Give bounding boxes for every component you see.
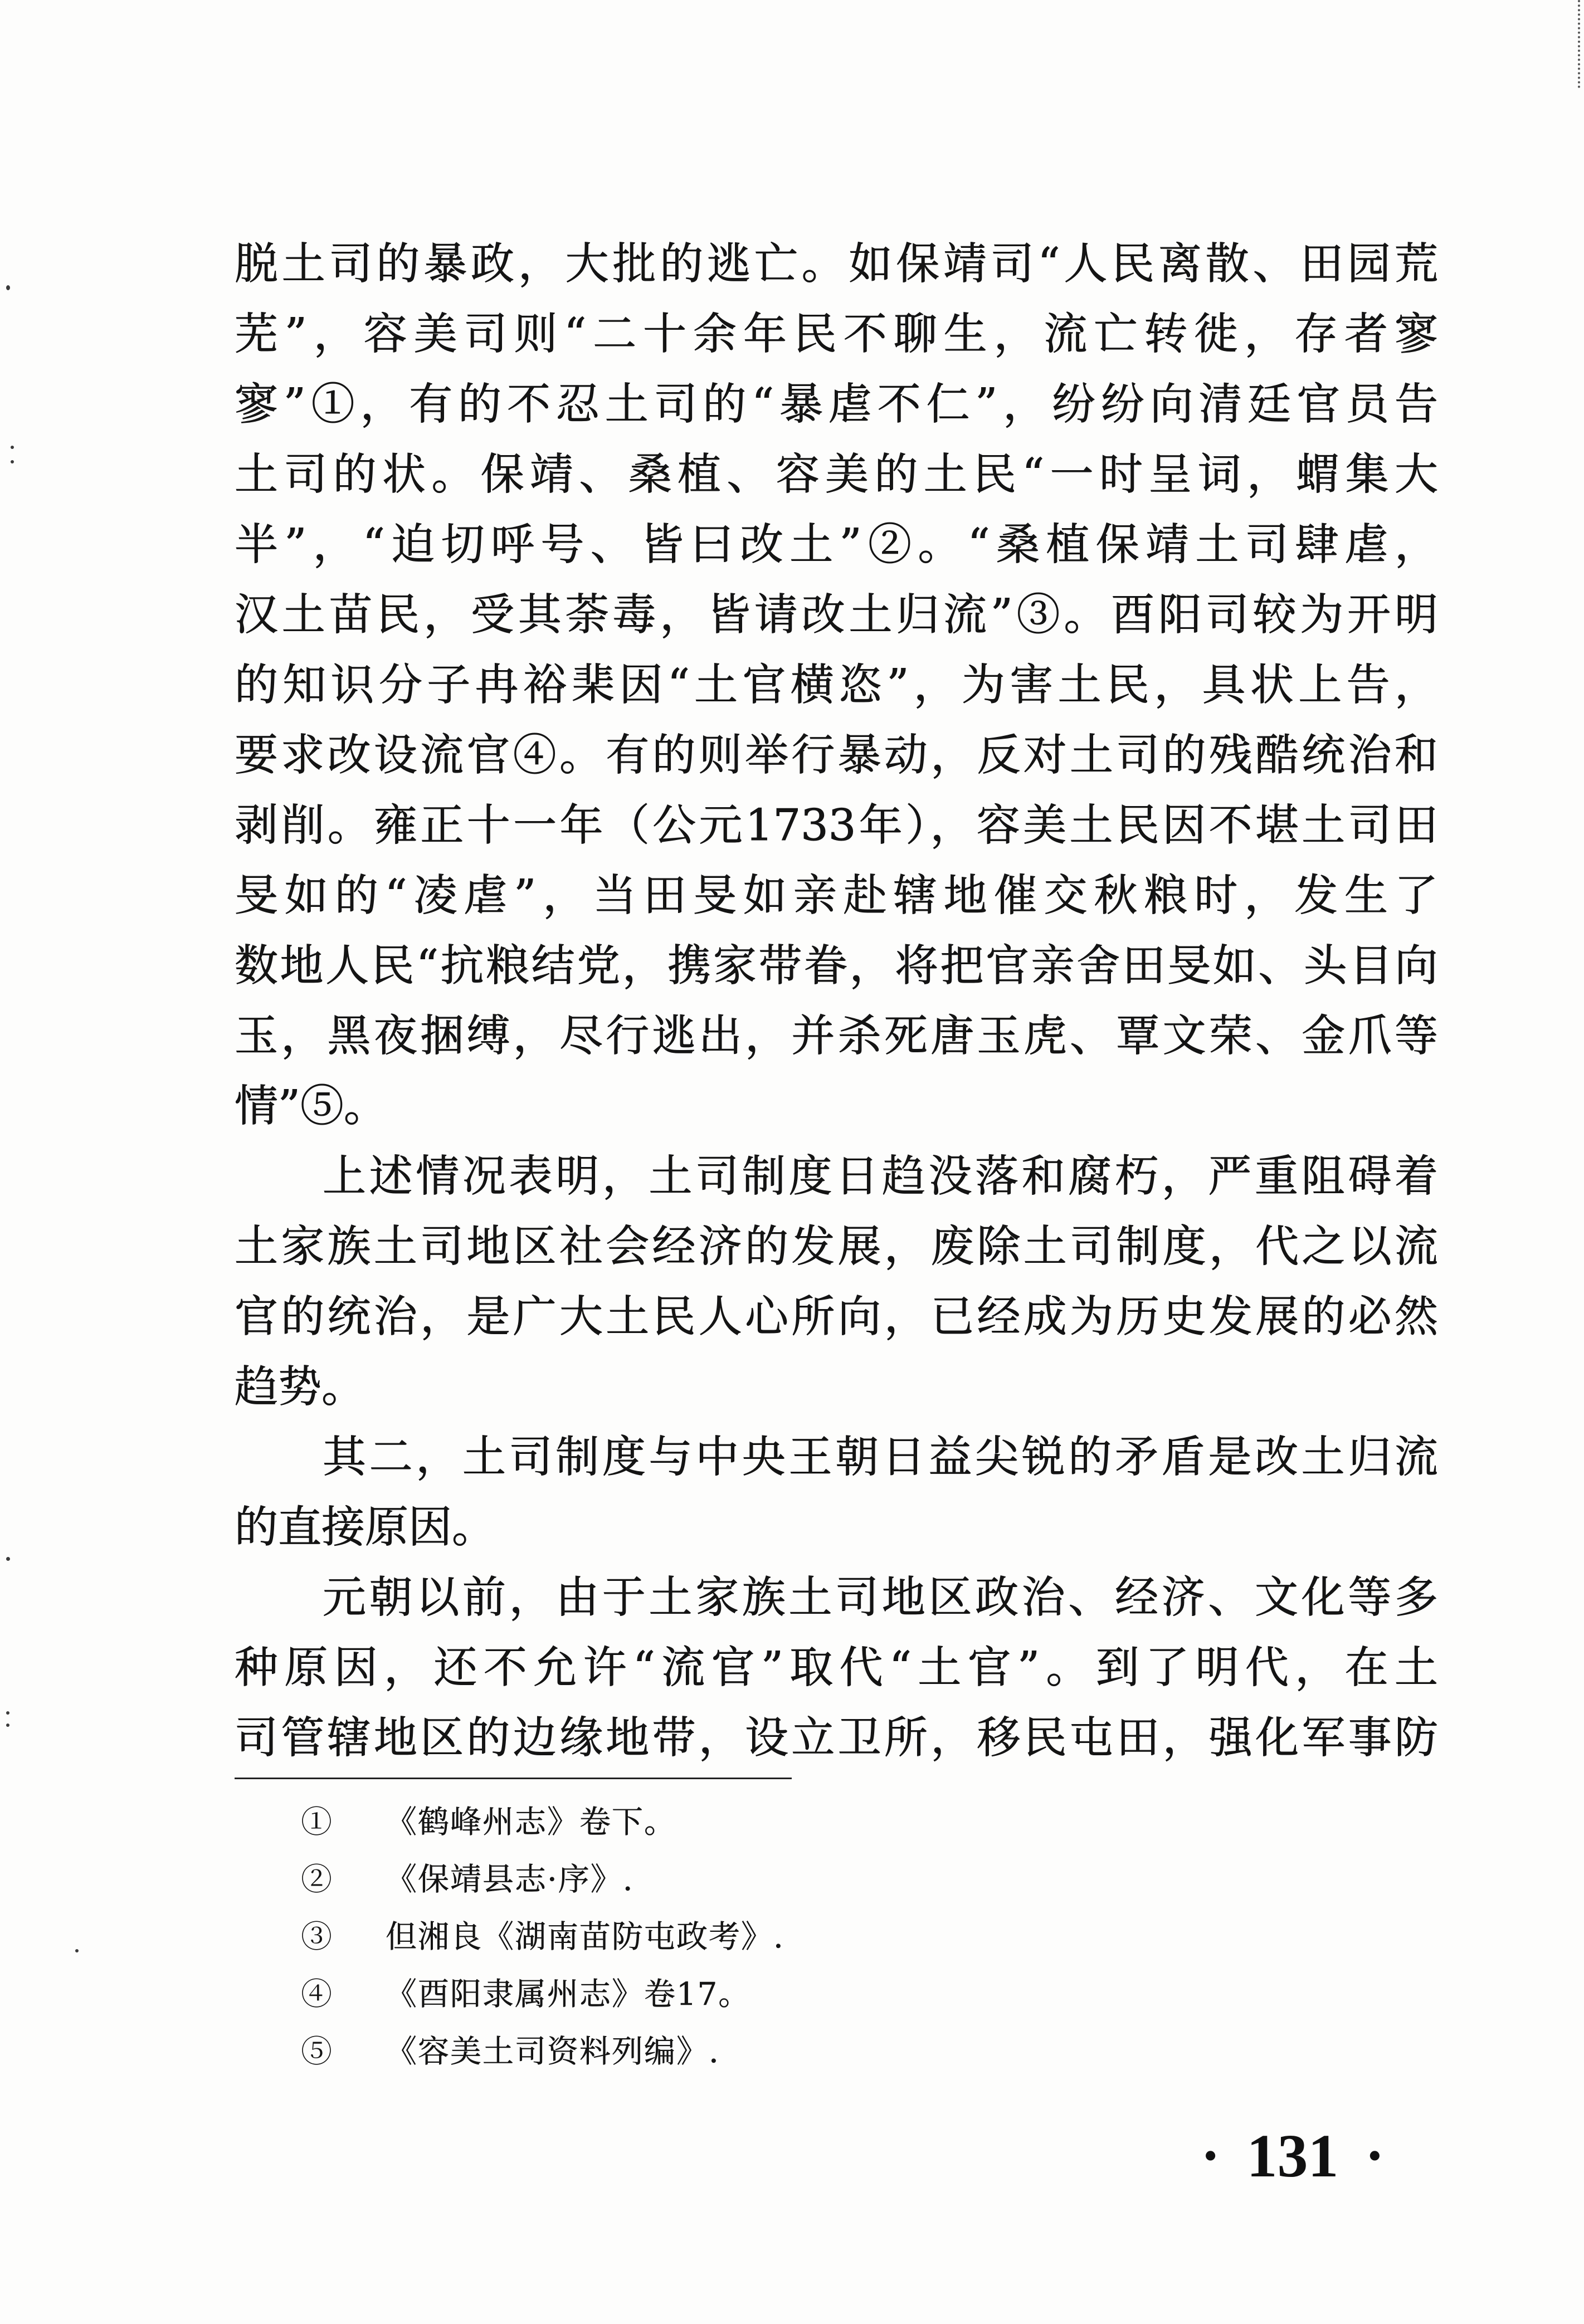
scan-speck: [11, 460, 14, 463]
footnote: [301, 1794, 1248, 1851]
footnote: [301, 1851, 1248, 1908]
scan-speck: [6, 1711, 9, 1715]
body-text-line: 的知识分子冉裕棐因“土官横恣”，为害土民，具状上告，: [235, 660, 1438, 710]
scan-edge-dots: [1578, 0, 1580, 88]
body-text-line: 司管辖地区的边缘地带，设立卫所，移民屯田，强化军事防: [235, 1713, 1438, 1763]
paragraph: [235, 1422, 1438, 1563]
footnote-divider: [235, 1778, 792, 1779]
body-text-line: 汉土苗民，受其荼毒，皆请改土归流”③。酉阳司较为开明: [235, 590, 1438, 640]
body-text-line: 的直接原因。: [235, 1502, 496, 1552]
body-text-line: 上述情况表明，土司制度日趋没落和腐朽，严重阻碍着: [323, 1151, 1438, 1202]
paragraph: [235, 1141, 1438, 1422]
footnote-text: 《酉阳隶属州志》卷17。: [386, 1976, 751, 2013]
page-number-value: 131: [1246, 2122, 1339, 2190]
body-text-line: 趋势。: [235, 1362, 365, 1412]
body-text: [235, 229, 1438, 1773]
footnote-text: 《保靖县志·序》.: [386, 1862, 634, 1898]
page-number: [1203, 2117, 1382, 2195]
footnote: [301, 1908, 1248, 1966]
body-text-line: 土司的状。保靖、桑植、容美的土民“一时呈词，蝟集大: [235, 450, 1438, 500]
footnotes: [301, 1794, 1248, 2081]
footnote: [301, 1966, 1248, 2023]
body-text-line: 玉，黑夜捆缚，尽行逃出，并杀死唐玉虎、覃文荣、金爪等: [235, 1011, 1438, 1061]
footnote-text: 《容美土司资料列编》.: [386, 2034, 720, 2070]
body-text-line: 要求改设流官④。有的则举行暴动，反对土司的残酷统治和: [235, 730, 1438, 780]
body-text-line: 数地人民“抗粮结党，携家带眷，将把官亲舍田旻如、头目向: [235, 941, 1438, 991]
body-text-line: 脱土司的暴政，大批的逃亡。如保靖司“人民离散、田园荒: [235, 239, 1438, 289]
scan-speck: [75, 1949, 79, 1952]
footnote: [301, 2023, 1248, 2081]
body-text-line: 寥”①，有的不忍土司的“暴虐不仁”，纷纷向清廷官员告: [235, 379, 1438, 429]
page-number-bullet: •: [1367, 2133, 1382, 2178]
scan-speck: [6, 285, 10, 290]
body-text-line: 种原因，还不允许“流官”取代“土官”。到了明代，在土: [235, 1643, 1438, 1693]
body-text-line: 土家族土司地区社会经济的发展，废除土司制度，代之以流: [235, 1222, 1438, 1272]
footnote-text: 《鹤峰州志》卷下。: [386, 1804, 676, 1840]
footnote-marker: ①: [301, 1804, 332, 1840]
paragraph: [235, 229, 1438, 1141]
body-text-line: 情”⑤。: [235, 1081, 387, 1131]
body-text-line: 元朝以前，由于土家族土司地区政治、经济、文化等多: [323, 1573, 1438, 1623]
footnote-marker: ④: [301, 1976, 332, 2013]
page-number-bullet: •: [1203, 2133, 1218, 2178]
scan-speck: [6, 1557, 10, 1561]
scan-speck: [6, 1724, 9, 1727]
body-text-line: 芜”，容美司则“二十余年民不聊生，流亡转徙，存者寥: [235, 309, 1438, 359]
footnote-marker: ⑤: [301, 2034, 332, 2070]
body-text-line: 其二，土司制度与中央王朝日益尖锐的矛盾是改土归流: [323, 1432, 1438, 1482]
footnote-text: 但湘良《湖南苗防屯政考》.: [386, 1919, 784, 1955]
body-text-line: 官的统治，是广大土民人心所向，已经成为历史发展的必然: [235, 1292, 1438, 1342]
body-text-line: 旻如的“凌虐”，当田旻如亲赴辖地催交秋粮时，发生了: [235, 871, 1438, 921]
scan-speck: [11, 446, 14, 449]
body-text-line: 剥削。雍正十一年（公元1733年），容美土民因不堪土司田: [235, 800, 1438, 851]
body-text-line: 半”，“迫切呼号、皆曰改土”②。“桑植保靖土司肆虐，: [235, 520, 1438, 570]
paragraph: [235, 1563, 1438, 1773]
footnote-marker: ③: [301, 1919, 332, 1955]
footnote-marker: ②: [301, 1862, 332, 1898]
